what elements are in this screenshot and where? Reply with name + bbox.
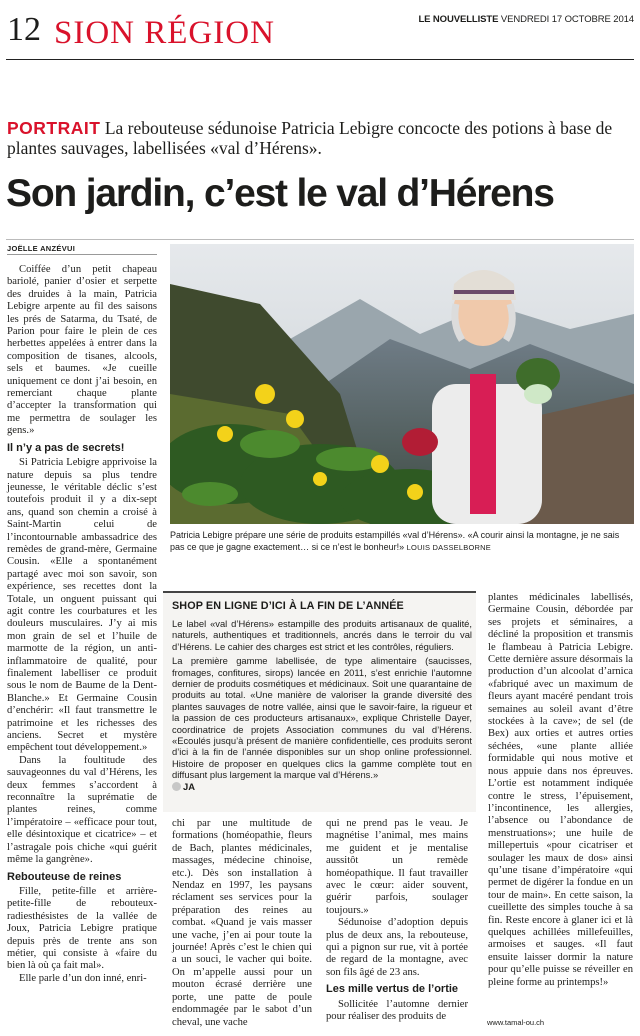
paragraph: Dans la foultitude des sauvageonnes du val d’Hérens, les deux femmes s’accordent à reconnaître la suprématie de plantes reines, comme l’impératoire – «efficace pour tout, elle désintoxique et cicatrice» – et l’astragale pois chiche «qui guérit même la gangrène». <box>7 754 157 866</box>
sidebar-body <box>172 618 472 792</box>
section-title: SION RÉGION <box>54 15 275 51</box>
kicker-label: PORTRAIT <box>7 118 101 138</box>
paragraph: qui ne prend pas le veau. Je magnétise l’animal, mes mains me guident et je mentalise aussitôt un remède homéopathique. Il faut travailler avec le cœur: aider souvent, guérir parfois, soulager toujours.» <box>326 818 468 916</box>
photo-credit: LOUIS DASSELBORNE <box>406 542 491 552</box>
issue-date: VENDREDI 17 OCTOBRE 2014 <box>500 14 634 25</box>
subheading: Rebouteuse de reines <box>7 870 122 883</box>
caption-text: Patricia Lebigre prépare une série de produits estampillés «val d’Hérens». «A courir ainsi la montagne, je ne sais pas ce que je gagne exactement… si ce n’est le bonheur!» <box>170 530 620 552</box>
subheading: Il n’y a pas de secrets! <box>7 441 125 454</box>
paragraph: Sollicitée l’automne dernier pour réaliser des produits de <box>326 998 468 1023</box>
paragraph: Coiffée d’un petit chapeau bariolé, panier d’osier et serpette des druides à la main, Patricia Lebigre arpente au fil des saisons les prés de Satarma, du Tsaté, de Parion pour faire le plein de ces herbettes appelées à entrer dans la composition de tisanes, alcools, sels et baumes. «Je cueille uniquement ce dont j’ai besoin, en remerciant chaque plante d’accepter la transformation qui me permettra de soulager les gens.» <box>7 264 157 437</box>
sidebar-title: SHOP EN LIGNE D’ICI À LA FIN DE L’ANNÉE <box>172 600 404 612</box>
paragraph: plantes médicinales labellisés, Germaine Cousin, débordée par ses projets et séminaires, a décliné la proposition et transmis le flambeau à Patricia Lebigre. Cette dernière assure désormais la production d’un alcoolat d’arnica «fabriqué avec un maximum de fleurs ayant macéré pendant trois semaines au soleil avant d’être stockées à la cave»; de sel (de Bex) aux orties et autres orties séchées, «une plante alliée formidable qui nous motive et nous appuie dans nos épreuves. L’ortie est notamment indiquée contre le stress, l’épuisement, l’incontinence, les allergies, l’absence ou l’abondance de menstruations»; une huile de millepertuis «pour cicatriser et soulager les maux de dos» ainsi qu’une tisane d’impératoire «qui permet de digérer la fondue en un tour de main». En cette saison, la cueillette des simples touche à sa fin. Reste encore à glaner ici et là quelques achillées millefeuilles, armoises et sauges. «Il faut ensuite laisser dormir la nature pour qu’elle puisse se réveiller en pleine forme au printemps!» <box>488 592 633 988</box>
header-rule <box>6 59 634 60</box>
kicker <box>7 118 637 158</box>
subheading: Les mille vertus de l’ortie <box>326 983 459 996</box>
paragraph: La première gamme labellisée, de type alimentaire (saucisses, fromages, confitures, sirops) lancée en 2011, s’est enrichie l’automne dernier de produits cosmétiques et médicinaux. Soit une quarantaine de produits au total. «Une manière de valoriser la grande diversité des plantes sauvages de notre vallée, ainsi que le savoir-faire, la rigueur et la passion de ces producteurs artisanaux», explique Christelle Dayer, coordinatrice de projets Association communes du val d’Hérens. «Ecoulés jusqu’à présent de manière confidentielle, ces produits seront d’ici à la fin de l’année disponibles sur un shop online professionnel. Histoire de proposer en quelques clics la gamme complète tout en diffusant plus largement la marque val d’Hérens.» <box>172 655 472 781</box>
author-byline: JOËLLE ANZÉVUI <box>7 244 76 253</box>
footer-url: www.tamal-ou.ch <box>487 1018 545 1027</box>
photo-illustration <box>170 244 634 524</box>
kicker-text: La rebouteuse sédunoise Patricia Lebigre concocte des potions à base de plantes sauvages, labellisées «val d’Hérens». <box>7 118 613 158</box>
page-number: 12 <box>7 11 41 48</box>
headline: Son jardin, c’est le val d’Hérens <box>6 172 554 215</box>
signature-icon <box>172 782 181 791</box>
paragraph: chi par une multitude de formations (homéopathie, fleurs de Bach, plantes médicinales, massages, médecine chinoise, etc.). Dès son installation à Nendaz en 1997, les paysans réclament ses services pour la préparation des reines au combat. «Quand je vais masser une vache, j’en ai pour toute la journée! Après c’est le chien qui a un souci, le vacher qui boite. On m’appelle aussi pour un mouton écrasé derrière une porte, une patte de poule endommagée par le sabot d’un cheval, une vache <box>172 818 312 1028</box>
paragraph: Elle parle d’un don inné, enri- <box>19 972 147 984</box>
paragraph: Le label «val d’Hérens» estampille des produits artisanaux de qualité, naturels, authentiques et traditionnels, ancrés dans le terroir du val d’Hérens. Le cahier des charges est strict et les contrôles, réguliers. <box>172 618 472 652</box>
column-3 <box>326 818 468 1024</box>
masthead <box>418 14 634 25</box>
column-1 <box>7 264 157 985</box>
column-2 <box>172 818 312 1029</box>
sidebar-signature: JA <box>172 781 472 792</box>
paragraph: Fille, petite-fille et arrière-petite-fille de rebouteux-radiesthésistes de la vallée de Joux, Patricia Lebigre pratique depuis près de trente ans son métier, qui consiste à «faire du bien là où ça fait mal». <box>7 885 157 972</box>
article-photo <box>170 244 634 524</box>
paper-name: LE NOUVELLISTE <box>418 14 499 25</box>
column-4 <box>488 592 633 989</box>
byline-rule <box>7 254 157 255</box>
photo-caption <box>170 530 634 553</box>
headline-rule <box>6 239 634 240</box>
paragraph: Si Patricia Lebigre apprivoise la nature depuis sa plus tendre jeunesse, le véritable déclic s’est toutefois produit il y a dix-sept ans, quand son chemin a croisé à Saint-Martin celui de l’incontournable ambassadrice des remèdes de grand-mère, Germaine Cousin. «Elle a spontanément partagé avec moi son savoir, son expérience, ses recettes dont la Totale, un onguent puissant qui agit contre les courbatures et les douleurs musculaires. J’y ai mis mon grain de sel et l’huile de marmotte de la région, un anti-inflammatoire de qualité, pour finalement labelliser ce produit sous le nom de Baume de la Dent-Blanche.» Et Germaine Cousin d’enchérir: «Il faut transmettre le patrimoine et les richesses des anciens. Secret et mystère empêchent tout développement.» <box>7 457 157 754</box>
paragraph: Sédunoise d’adoption depuis plus de deux ans, la rebouteuse, qui a pignon sur rue, vit à portée de regard de la montagne, avec son fils âgé de 23 ans. <box>326 917 468 978</box>
